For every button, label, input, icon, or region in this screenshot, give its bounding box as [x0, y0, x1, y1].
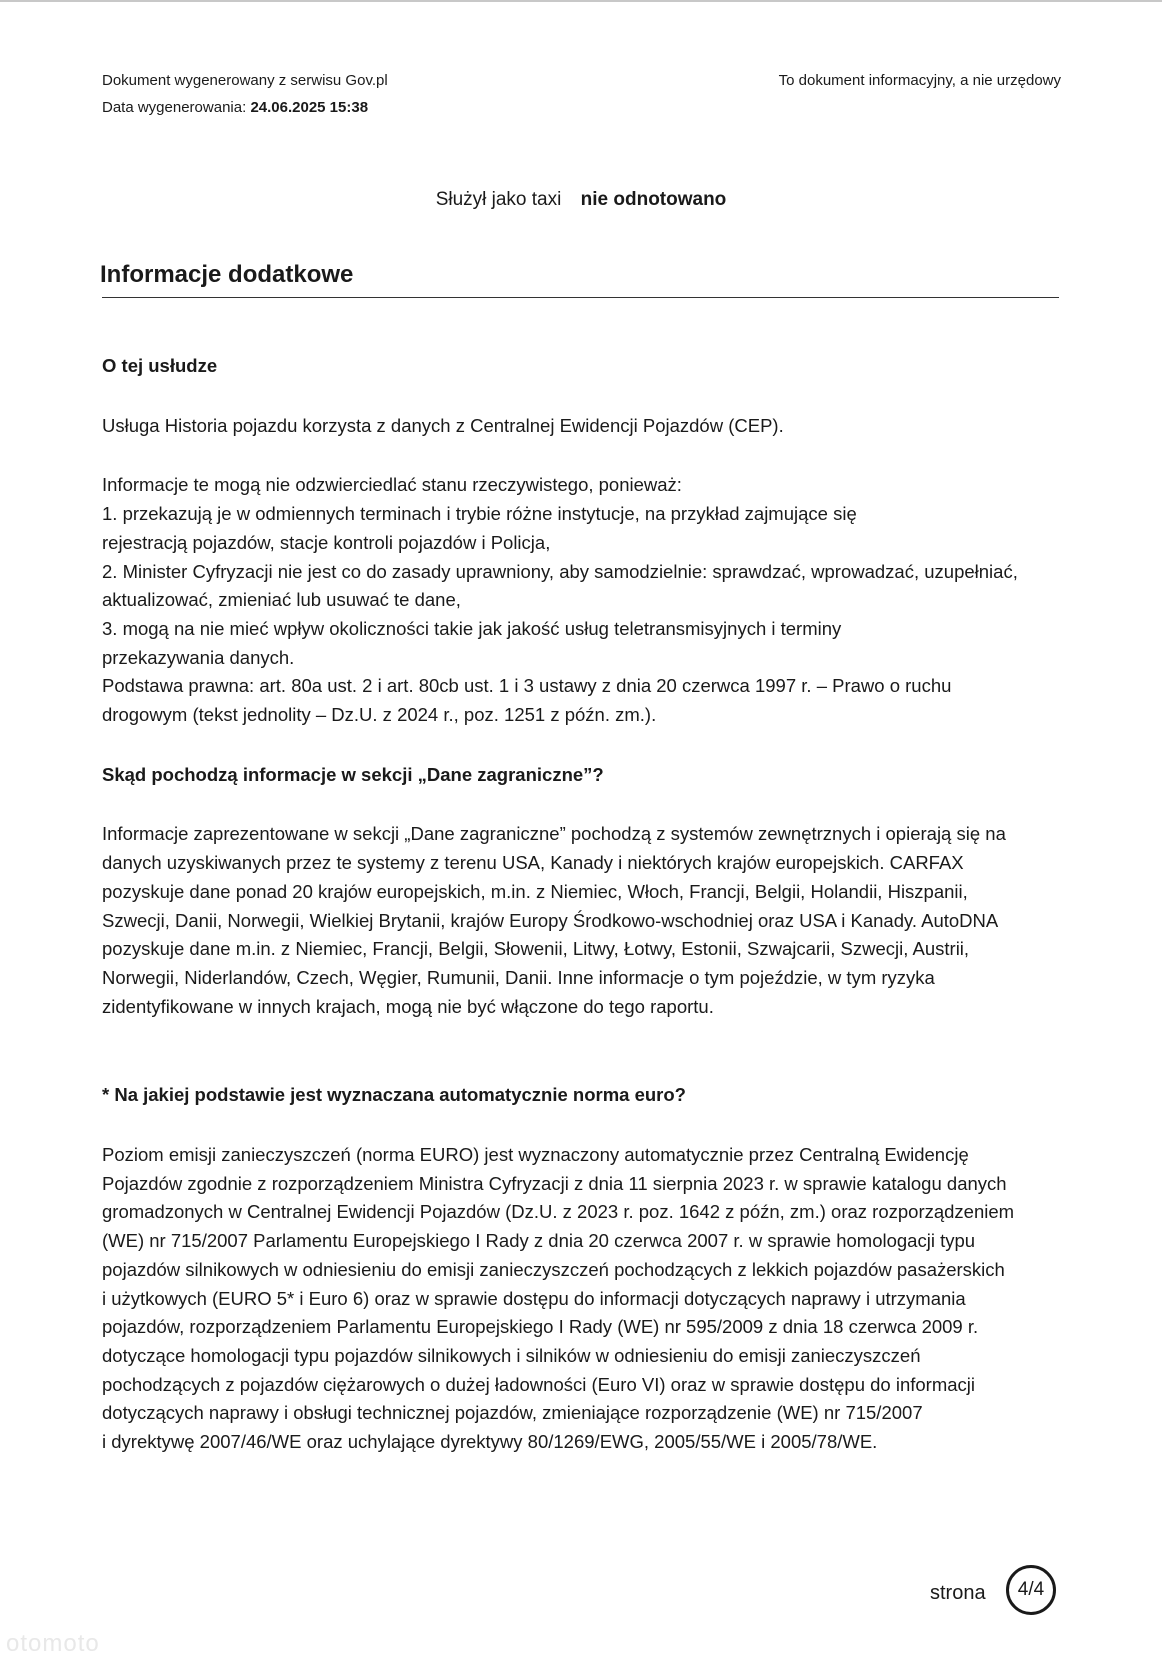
text-line: Szwecji, Danii, Norwegii, Wielkiej Brytanii, krajów Europy Środkowo-wschodniej oraz USA i Kanady. AutoDNA [102, 909, 999, 931]
section-title: Informacje dodatkowe [100, 261, 354, 288]
text-line: (WE) nr 715/2007 Parlamentu Europejskiego I Rady z dnia 20 czerwca 2007 r. w sprawie homologacji typu [102, 1230, 976, 1252]
about-intro: Usługa Historia pojazdu korzysta z danych z Centralnej Ewidencji Pojazdów (CEP). [102, 414, 784, 436]
generation-date [102, 98, 368, 118]
foreign-data-paragraph [102, 820, 1062, 1021]
document-body [102, 352, 1062, 1457]
text-line: Informacje zaprezentowane w sekcji „Dane zagraniczne” pochodzą z systemów zewnętrznych i opierają się na [102, 823, 1006, 845]
text-line: 3. mogą na nie mieć wpływ okoliczności takie jak jakość usług teletransmisyjnych i terminy [102, 617, 842, 639]
text-line: zidentyfikowane w innych krajach, mogą nie być włączone do tego raportu. [102, 995, 714, 1017]
watermark-logo: otomoto [6, 1630, 100, 1657]
page-number: 4/4 [1017, 1579, 1045, 1600]
text-line: pojazdów silnikowych w odniesieniu do emisji zanieczyszczeń pochodzących z lekkich pojazdów pasażerskich [102, 1258, 1005, 1280]
text-line: Norwegii, Niderlandów, Czech, Węgier, Rumunii, Danii. Inne informacje o tym pojeździe, w tym ryzyka [102, 966, 935, 988]
text-line: i użytkowych (EURO 5* i Euro 6) oraz w sprawie dostępu do informacji dotyczących naprawy i utrzymania [102, 1287, 966, 1309]
text-line: Informacje te mogą nie odzwierciedlać stanu rzeczywistego, ponieważ: [102, 474, 682, 496]
text-line: aktualizować, zmieniać lub usuwać te dane, [102, 589, 461, 611]
date-label: Data wygenerowania: [102, 99, 247, 116]
foreign-data-heading: Skąd pochodzą informacje w sekcji „Dane zagraniczne”? [102, 763, 604, 785]
source-text: Dokument wygenerowany z serwisu Gov.pl [102, 72, 388, 89]
euro-norm-heading: * Na jakiej podstawie jest wyznaczana automatycznie norma euro? [102, 1084, 686, 1106]
text-line: gromadzonych w Centralnej Ewidencji Pojazdów (Dz.U. z 2023 r. poz. 1642 z późn, zm.) oraz rozporządzeniem [102, 1201, 1015, 1223]
text-line: pozyskuje dane m.in. z Niemiec, Francji, Belgii, Słowenii, Litwy, Łotwy, Estonii, Szwajcarii, Szwecji, Austrii, [102, 938, 970, 960]
text-line: 2. Minister Cyfryzacji nie jest co do zasady uprawniony, aby samodzielnie: sprawdzać, wprowadzać, uzupełniać, [102, 560, 1018, 582]
text-line: rejestracją pojazdów, stacje kontroli pojazdów i Policja, [102, 531, 551, 553]
taxi-label: Służył jako taxi [435, 189, 562, 210]
text-line: i dyrektywę 2007/46/WE oraz uchylające dyrektywy 80/1269/EWG, 2005/55/WE i 2005/78/WE. [102, 1431, 878, 1453]
text-line: Poziom emisji zanieczyszczeń (norma EURO) jest wyznaczony automatycznie przez Centralną Ewidencję [102, 1144, 969, 1166]
text-line: danych uzyskiwanych przez te systemy z terenu USA, Kanady i niektórych krajów europejskich. CARFAX [102, 852, 964, 874]
top-border [0, 0, 1162, 2]
text-line: pozyskuje dane ponad 20 krajów europejskich, m.in. z Niemiec, Włoch, Francji, Belgii, Holandii, Hiszpanii, [102, 880, 968, 902]
date-value: 24.06.2025 15:38 [250, 99, 369, 116]
text-line: Podstawa prawna: art. 80a ust. 2 i art. 80cb ust. 1 i 3 ustawy z dnia 20 czerwca 1997 r. – Prawo o ruchu [102, 675, 952, 697]
euro-norm-paragraph [102, 1141, 1062, 1457]
section-divider [102, 297, 1059, 298]
taxi-row [0, 188, 1162, 212]
text-line: pochodzących z pojazdów ciężarowych o dużej ładowności (Euro VI) oraz w sprawie dostępu do informacji [102, 1373, 976, 1395]
text-line: pojazdów, rozporządzeniem Parlamentu Europejskiego I Rady (WE) nr 595/2009 z dnia 18 czerwca 2009 r. [102, 1316, 979, 1338]
about-heading: O tej usłudze [102, 355, 218, 376]
text-line: dotyczących naprawy i obsługi technicznej pojazdów, zmieniające rozporządzenie (WE) nr 715/2007 [102, 1402, 923, 1424]
document-notice: To dokument informacyjny, a nie urzędowy [778, 72, 1061, 89]
about-paragraph [102, 471, 1062, 729]
text-line: drogowym (tekst jednolity – Dz.U. z 2024 r., poz. 1251 z późn. zm.). [102, 704, 657, 726]
text-line: dotyczące homologacji typu pojazdów silnikowych i silników w odniesieniu do emisji zanieczyszczeń [102, 1344, 921, 1366]
text-line: przekazywania danych. [102, 646, 295, 668]
page-label: strona [930, 1582, 986, 1604]
text-line: Pojazdów zgodnie z rozporządzeniem Ministra Cyfryzacji z dnia 11 sierpnia 2023 r. w sprawie katalogu danych [102, 1172, 1007, 1194]
page-number-badge [1006, 1565, 1056, 1615]
text-line: 1. przekazują je w odmiennych terminach i trybie różne instytucje, na przykład zajmujące się [102, 503, 857, 525]
taxi-value: nie odnotowano [580, 189, 727, 210]
